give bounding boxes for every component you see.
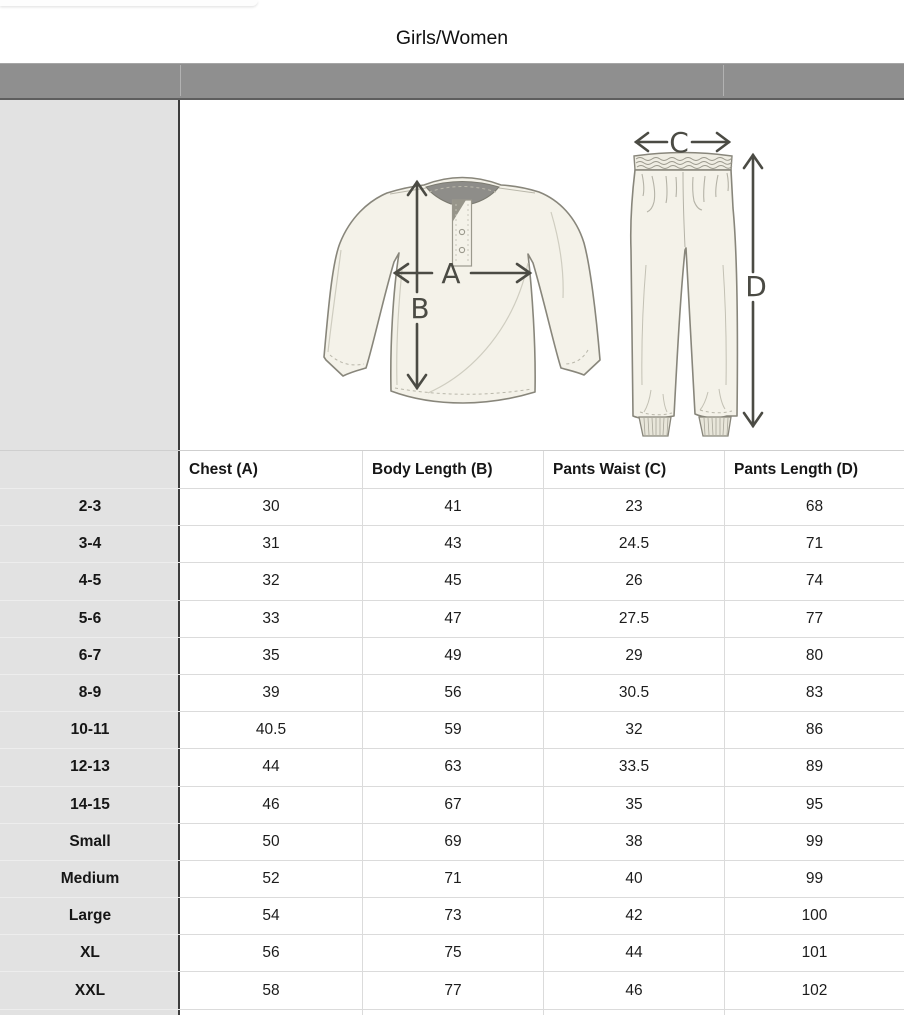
chest-cell: 35 (180, 638, 362, 675)
chest-cell: 32 (180, 563, 362, 600)
chest-cell: 40.5 (180, 712, 362, 749)
pants-length-cell: 74 (724, 563, 904, 600)
pants-length-cell: 68 (724, 489, 904, 526)
body-length-cell: 69 (362, 824, 543, 861)
header-bar-divider (180, 65, 181, 96)
pants-waist-cell: 29 (543, 638, 724, 675)
pants-waist-cell: 26 (543, 563, 724, 600)
body-length-cell: 56 (362, 675, 543, 712)
size-table (0, 450, 904, 1015)
pants-length-cell: 99 (724, 824, 904, 861)
size-cell: XXL (0, 972, 180, 1009)
size-cell: 4-5 (0, 563, 180, 600)
size-cell: 10-11 (0, 712, 180, 749)
pants-length-cell: 100 (724, 898, 904, 935)
pants-length-cell: 77 (724, 601, 904, 638)
pants-length-cell: 83 (724, 675, 904, 712)
chest-cell: 44 (180, 749, 362, 786)
size-cell: Medium (0, 861, 180, 898)
filler-cell (0, 1010, 180, 1015)
body-length-cell: 41 (362, 489, 543, 526)
size-cell: Small (0, 824, 180, 861)
corner-cell (0, 451, 180, 489)
body-length-cell: 77 (362, 972, 543, 1009)
chest-cell: 46 (180, 787, 362, 824)
pants-waist-cell: 27.5 (543, 601, 724, 638)
pants-length-cell: 80 (724, 638, 904, 675)
body-length-cell: 71 (362, 861, 543, 898)
pants-length-cell: 99 (724, 861, 904, 898)
pants-length-cell: 101 (724, 935, 904, 972)
measurement-illustration (180, 100, 904, 450)
filler-cell (362, 1010, 543, 1015)
col-header-chest: Chest (A) (180, 451, 362, 489)
top-left-artifact (0, 0, 258, 6)
body-length-cell: 49 (362, 638, 543, 675)
pajama-top-illustration (324, 178, 600, 404)
marker-label-d: D (745, 270, 767, 303)
size-cell: 5-6 (0, 601, 180, 638)
body-length-cell: 63 (362, 749, 543, 786)
pants-waist-cell: 23 (543, 489, 724, 526)
filler-cell (543, 1010, 724, 1015)
pants-waist-cell: 42 (543, 898, 724, 935)
chest-cell: 33 (180, 601, 362, 638)
chest-cell: 52 (180, 861, 362, 898)
pants-waist-cell: 24.5 (543, 526, 724, 563)
size-cell: Large (0, 898, 180, 935)
pants-waist-cell: 40 (543, 861, 724, 898)
size-cell: 14-15 (0, 787, 180, 824)
pants-length-cell: 71 (724, 526, 904, 563)
page-title: Girls/Women (395, 27, 509, 49)
size-cell: 6-7 (0, 638, 180, 675)
size-cell: XL (0, 935, 180, 972)
pants-length-cell: 95 (724, 787, 904, 824)
marker-label-b: B (410, 292, 430, 325)
chest-cell: 54 (180, 898, 362, 935)
pants-waist-cell: 38 (543, 824, 724, 861)
chest-cell: 50 (180, 824, 362, 861)
size-cell: 8-9 (0, 675, 180, 712)
col-header-body-length: Body Length (B) (362, 451, 543, 489)
size-cell: 3-4 (0, 526, 180, 563)
chest-cell: 30 (180, 489, 362, 526)
body-length-cell: 67 (362, 787, 543, 824)
col-header-pants-length: Pants Length (D) (724, 451, 904, 489)
pants-length-cell: 86 (724, 712, 904, 749)
header-bar-divider (723, 65, 724, 96)
pants-waist-cell: 33.5 (543, 749, 724, 786)
pants-length-cell: 102 (724, 972, 904, 1009)
chest-cell: 31 (180, 526, 362, 563)
pants-length-cell: 89 (724, 749, 904, 786)
pants-waist-cell: 30.5 (543, 675, 724, 712)
body-length-cell: 75 (362, 935, 543, 972)
body-length-cell: 73 (362, 898, 543, 935)
pants-waist-cell: 46 (543, 972, 724, 1009)
col-header-pants-waist: Pants Waist (C) (543, 451, 724, 489)
filler-cell (724, 1010, 904, 1015)
body-length-cell: 43 (362, 526, 543, 563)
pants-waist-cell: 32 (543, 712, 724, 749)
chest-cell: 39 (180, 675, 362, 712)
marker-label-a: A (441, 257, 461, 290)
pants-waist-cell: 44 (543, 935, 724, 972)
table-top-header-bar (0, 63, 904, 100)
pants-waist-cell: 35 (543, 787, 724, 824)
chest-cell: 58 (180, 972, 362, 1009)
chest-cell: 56 (180, 935, 362, 972)
pajama-pants-illustration (631, 153, 738, 437)
marker-label-c: C (669, 126, 689, 159)
body-length-cell: 59 (362, 712, 543, 749)
body-length-cell: 47 (362, 601, 543, 638)
body-length-cell: 45 (362, 563, 543, 600)
size-cell: 12-13 (0, 749, 180, 786)
filler-cell (180, 1010, 362, 1015)
size-cell: 2-3 (0, 489, 180, 526)
